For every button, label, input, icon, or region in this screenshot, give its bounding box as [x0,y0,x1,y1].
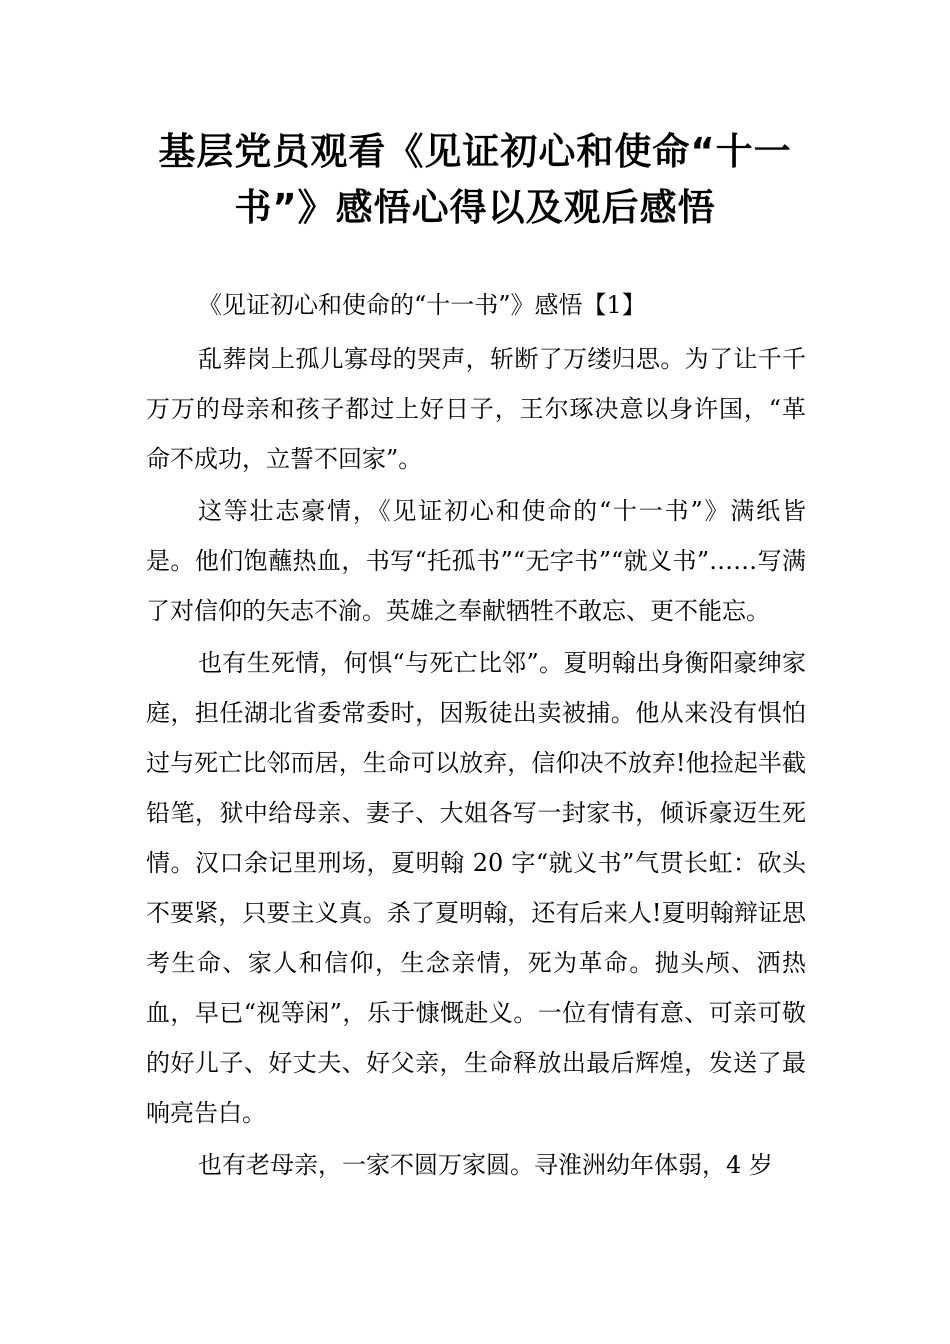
document-title [100,124,850,236]
paragraph-1: 乱葬岗上孤儿寡母的哭声，斩断了万缕归思。为了让千千万万的母亲和孩子都过上好日子，王尔琢决意以身许国，“革命不成功，立誓不回家”。 [146,345,806,473]
paragraph-3: 也有生死情，何惧“与死亡比邻”。夏明翰出身衡阳豪绅家庭，担任湖北省委常委时，因叛徒出卖被捕。他从来没有惧怕过与死亡比邻而居，生命可以放弃，信仰决不放弃!他捡起半截铅笔，狱中给母亲、妻子、大姐各写一封家书，倾诉豪迈生死情。汉口余记里刑场，夏明翰 20 字“就义书”气贯长虹：砍头不要紧，只要主义真。杀了夏明翰，还有后来人!夏明翰辩证思考生命、家人和信仰，生念亲情，死为革命。抛头颅、洒热血，早已“视等闲”，乐于慷慨赴义。一位有情有意、可亲可敬的好儿子、好丈夫、好父亲，生命释放出最后辉煌，发送了最响亮告白。 [146,649,806,1127]
document-body [146,280,806,1192]
document-title-line-1: 基层党员观看《见证初心和使命“十一 [158,130,792,173]
paragraph-2: 这等壮志豪情，《见证初心和使命的“十一书”》满纸皆是。他们饱蘸热血，书写“托孤书”“无字书”“就义书”……写满了对信仰的矢志不渝。英雄之奉献牺牲不敢忘、更不能忘。 [146,497,806,625]
paragraph-4: 也有老母亲，一家不圆万家圆。寻淮洲幼年体弱，4 岁 [198,1151,773,1179]
document-title-line-2: 书”》感悟心得以及观后感悟 [234,186,716,229]
section-subheading: 《见证初心和使命的“十一书”》感悟【1】 [198,291,646,319]
